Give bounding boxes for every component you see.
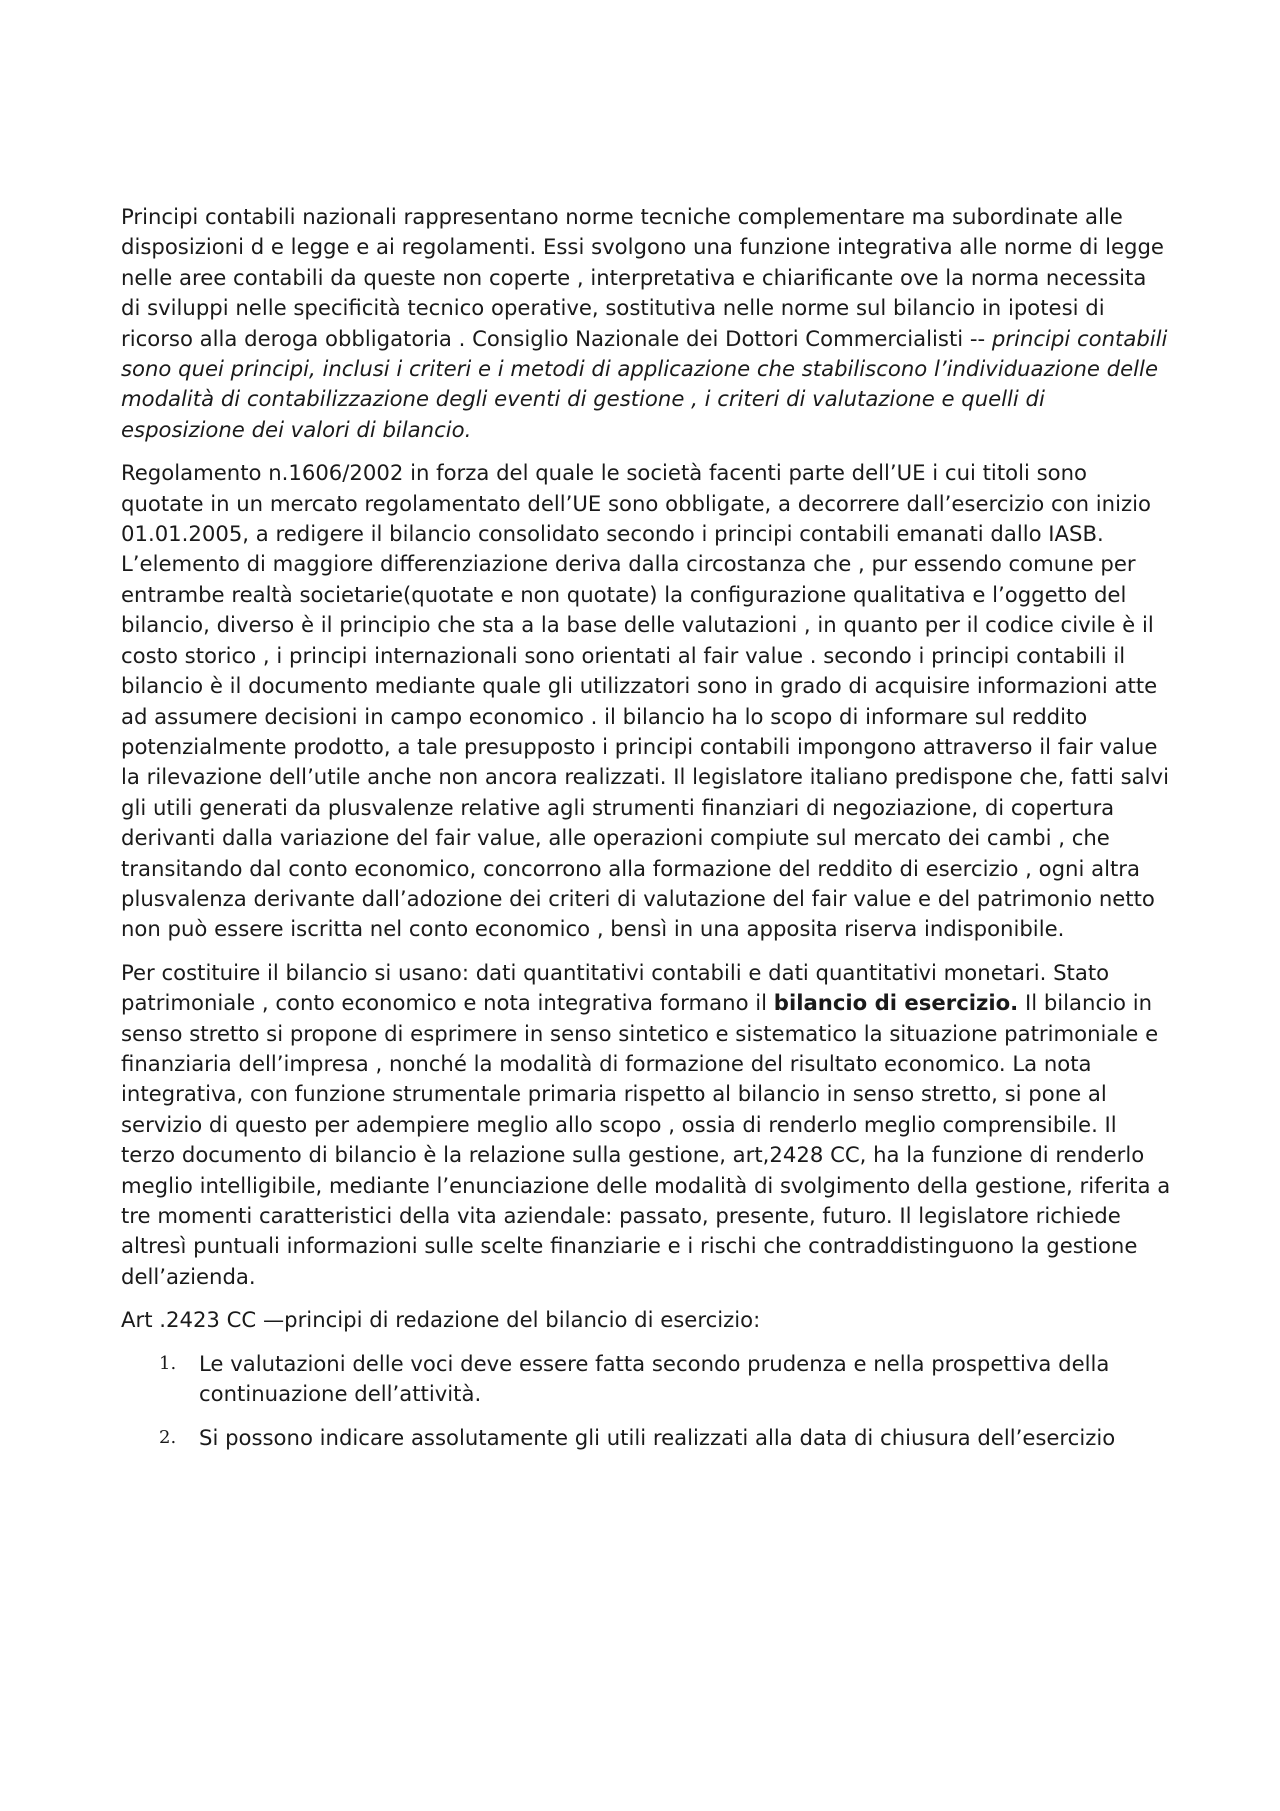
paragraph-text-bold-term: bilancio di esercizio. [773, 990, 1019, 1016]
document-body [121, 202, 1171, 1468]
list-item [121, 1423, 1171, 1453]
list-item-number: 1. [159, 1352, 177, 1374]
paragraph-text: Regolamento n.1606/2002 in forza del quale le società facenti parte dell’UE i cui titoli sono quotate in un mercato regolamentato dell’UE sono obbligate, a decorrere dall’esercizio con inizio 01.01.2005, a redigere il bilancio consolidato secondo i principi contabili emanati dallo IASB. L’elemento di maggiore differenziazione deriva dalla circostanza che , pur essendo comune per entrambe realtà societarie(quotate e non quotate) la configurazione qualitativa e l’oggetto del bilancio, diverso è il principio che sta a la base delle valutazioni , in quanto per il codice civile è il costo storico , i principi internazionali sono orientati al fair value . secondo i principi contabili il bilancio è il documento mediante quale gli utilizzatori sono in grado di acquisire informazioni atte ad assumere decisioni in campo economico . il bilancio ha lo scopo di informare sul reddito potenzialmente prodotto, a tale presupposto i principi contabili impongono attraverso il fair value la rilevazione dell’utile anche non ancora realizzati. Il legislatore italiano predispone che, fatti salvi gli utili generati da plusvalenze relative agli strumenti finanziari di negoziazione, di copertura derivanti dalla variazione del fair value, alle operazioni compiute sul mercato dei cambi , che transitando dal conto economico, concorrono alla formazione del reddito di esercizio , ogni altra plusvalenza derivante dall’adozione dei criteri di valutazione del fair value e del patrimonio netto non può essere iscritta nel conto economico , bensì in una apposita riserva indisponibile. [121, 460, 1169, 942]
paragraph-bilancio-esercizio [121, 958, 1171, 1292]
paragraph-principi-contabili [121, 202, 1171, 445]
paragraph-text-italic-definition: principi contabili sono quei principi, inclusi i criteri e i metodi di applicazione che stabiliscono l’individuazione delle modalità di contabilizzazione degli eventi di gestione , i criteri di valutazione e quelli di esposizione dei valori di bilancio. [121, 325, 1168, 442]
list-item-text: Le valutazioni delle voci deve essere fatta secondo prudenza e nella prospettiva della continuazione dell’attività. [199, 1350, 1110, 1407]
paragraph-text: Art .2423 CC —principi di redazione del bilancio di esercizio: [121, 1307, 761, 1333]
paragraph-text [121, 202, 1171, 445]
paragraph-text-after: Il bilancio in senso stretto si propone di esprimere in senso sintetico e sistematico la situazione patrimoniale e finanziaria dell’impresa , nonché la modalità di formazione del risultato economico. La nota integrativa, con funzione strumentale primaria rispetto al bilancio in senso stretto, si pone al servizio di questo per adempiere meglio allo scopo , ossia di renderlo meglio comprensibile. Il terzo documento di bilancio è la relazione sulla gestione, art,2428 CC, ha la funzione di renderlo meglio intelligibile, mediante l’enunciazione delle modalità di svolgimento della gestione, riferita a tre momenti caratteristici della vita aziendale: passato, presente, futuro. Il legislatore richiede altresì puntuali informazioni sulle scelte finanziarie e i rischi che contraddistinguono la gestione dell’azienda. [121, 990, 1171, 1289]
paragraph-text-normal: Principi contabili nazionali rappresentano norme tecniche complementare ma subordinate alle disposizioni d e legge e ai regolamenti. Essi svolgono una funzione integrativa alle norme di legge nelle aree contabili da queste non coperte , interpretativa e chiarificante ove la norma necessita di sviluppi nelle specificità tecnico operative, sostitutiva nelle norme sul bilancio in ipotesi di ricorso alla deroga obbligatoria . Consiglio Nazionale dei Dottori Commercialisti -- [121, 204, 1164, 351]
principles-list [121, 1349, 1171, 1454]
list-item-number: 2. [159, 1427, 177, 1449]
paragraph-regolamento [121, 458, 1171, 945]
list-item [121, 1349, 1171, 1410]
paragraph-text-before: Per costituire il bilancio si usano: dati quantitativi contabili e dati quantitativi monetari. Stato patrimoniale , conto economico e nota integrativa formano il [121, 959, 1110, 1016]
list-item-text: Si possono indicare assolutamente gli utili realizzati alla data di chiusura dell’esercizio [199, 1425, 1116, 1451]
paragraph-art-2423 [121, 1305, 1171, 1335]
paragraph-text [121, 958, 1171, 1292]
